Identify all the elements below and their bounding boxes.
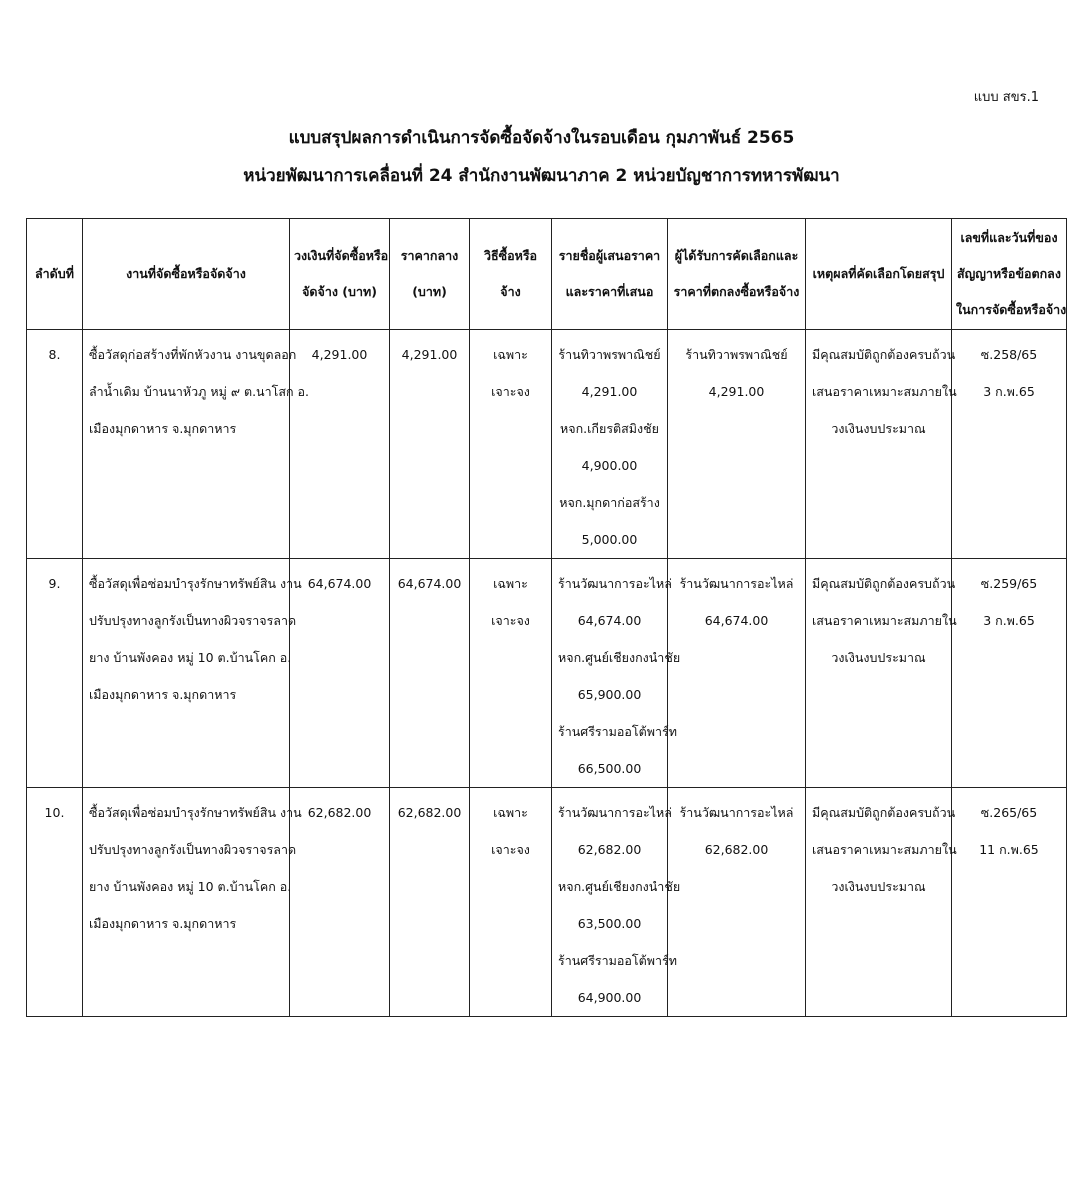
table-row (27, 788, 1067, 1017)
cell-median-price: 64,674.00 (390, 559, 470, 788)
cell-bidders: ร้านวัฒนาการอะไหล่ 62,682.00 หจก.ศูนย์เชียงกงนำชัย 63,500.00 ร้านศรีรามออโต้พาร์ท 64,900.00 (552, 788, 668, 1017)
table-row (27, 330, 1067, 559)
table-header-row (27, 219, 1067, 330)
cell-work: ซื้อวัสดุก่อสร้างที่พักหัวงาน งานขุดลอก ลำน้ำเดิม บ้านนาหัวภู หมู่ ๙ ต.นาโสก อ. เมืองมุกดาหาร จ.มุกดาหาร (83, 330, 290, 559)
header-reason: เหตุผลที่คัดเลือกโดยสรุป (806, 219, 952, 330)
header-work: งานที่จัดซื้อหรือจัดจ้าง (83, 219, 290, 330)
page-title: แบบสรุปผลการดำเนินการจัดซื้อจัดจ้างในรอบเดือน กุมภาพันธ์ 2565 (288, 128, 795, 148)
cell-contract: ซ.259/65 3 ก.พ.65 (952, 559, 1067, 788)
header-winner: ผู้ได้รับการคัดเลือกและ ราคาที่ตกลงซื้อหรือจ้าง (668, 219, 806, 330)
procurement-table (26, 218, 1067, 1017)
header-contract: เลขที่และวันที่ของ สัญญาหรือข้อตกลง ในการจัดซื้อหรือจ้าง (952, 219, 1067, 330)
cell-work: ซื้อวัสดุเพื่อซ่อมบำรุงรักษาทรัพย์สิน งาน ปรับปรุงทางลูกรังเป็นทางผิวจราจรลาด ยาง บ้านพังคอง หมู่ 10 ต.บ้านโคก อ. เมืองมุกดาหาร จ.มุกดาหาร (83, 788, 290, 1017)
header-bidders: รายชื่อผู้เสนอราคา และราคาที่เสนอ (552, 219, 668, 330)
cell-winner: ร้านวัฒนาการอะไหล่ 62,682.00 (668, 788, 806, 1017)
header-no: ลำดับที่ (27, 219, 83, 330)
cell-contract: ซ.258/65 3 ก.พ.65 (952, 330, 1067, 559)
page-subtitle: หน่วยพัฒนาการเคลื่อนที่ 24 สำนักงานพัฒนาภาค 2 หน่วยบัญชาการทหารพัฒนา (243, 166, 840, 186)
table-row (27, 559, 1067, 788)
cell-bidders: ร้านทิวาพรพาณิชย์ 4,291.00 หจก.เกียรติสมิงชัย 4,900.00 หจก.มุกดาก่อสร้าง 5,000.00 (552, 330, 668, 559)
cell-method: เฉพาะเจาะจง (470, 788, 552, 1017)
cell-winner: ร้านวัฒนาการอะไหล่ 64,674.00 (668, 559, 806, 788)
cell-winner: ร้านทิวาพรพาณิชย์ 4,291.00 (668, 330, 806, 559)
header-method: วิธีซื้อหรือจ้าง (470, 219, 552, 330)
cell-budget: 64,674.00 (290, 559, 390, 788)
cell-contract: ซ.265/65 11 ก.พ.65 (952, 788, 1067, 1017)
cell-reason: มีคุณสมบัติถูกต้องครบถ้วน เสนอราคาเหมาะสมภายใน วงเงินงบประมาณ (806, 788, 952, 1017)
cell-no: 8. (27, 330, 83, 559)
header-budget: วงเงินที่จัดซื้อหรือ จัดจ้าง (บาท) (290, 219, 390, 330)
cell-no: 9. (27, 559, 83, 788)
cell-reason: มีคุณสมบัติถูกต้องครบถ้วน เสนอราคาเหมาะสมภายใน วงเงินงบประมาณ (806, 559, 952, 788)
cell-method: เฉพาะเจาะจง (470, 559, 552, 788)
cell-no: 10. (27, 788, 83, 1017)
cell-median-price: 4,291.00 (390, 330, 470, 559)
cell-budget: 4,291.00 (290, 330, 390, 559)
cell-work: ซื้อวัสดุเพื่อซ่อมบำรุงรักษาทรัพย์สิน งาน ปรับปรุงทางลูกรังเป็นทางผิวจราจรลาด ยาง บ้านพังคอง หมู่ 10 ต.บ้านโคก อ. เมืองมุกดาหาร จ.มุกดาหาร (83, 559, 290, 788)
cell-budget: 62,682.00 (290, 788, 390, 1017)
form-code: แบบ สขร.1 (973, 90, 1039, 105)
cell-method: เฉพาะเจาะจง (470, 330, 552, 559)
cell-reason: มีคุณสมบัติถูกต้องครบถ้วน เสนอราคาเหมาะสมภายใน วงเงินงบประมาณ (806, 330, 952, 559)
cell-median-price: 62,682.00 (390, 788, 470, 1017)
header-median-price: ราคากลาง (บาท) (390, 219, 470, 330)
cell-bidders: ร้านวัฒนาการอะไหล่ 64,674.00 หจก.ศูนย์เชียงกงนำชัย 65,900.00 ร้านศรีรามออโต้พาร์ท 66,500.00 (552, 559, 668, 788)
